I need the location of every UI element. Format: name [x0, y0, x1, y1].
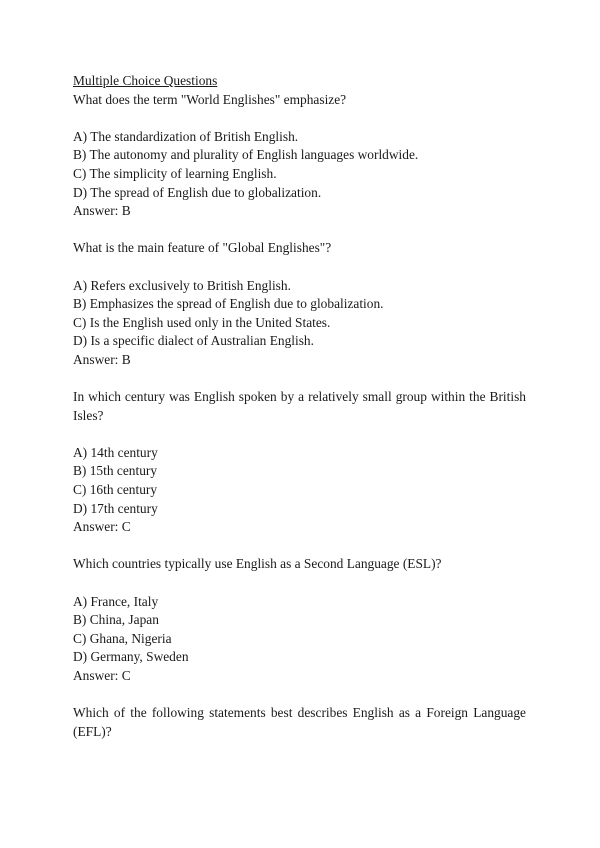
option-a: A) Refers exclusively to British English.: [73, 277, 291, 293]
question-text: What does the term "World Englishes" emphasize?: [73, 91, 347, 107]
answer: Answer: B: [73, 351, 131, 367]
question-text: In which century was English spoken by a relatively small group within the British Isles?: [73, 389, 526, 423]
option-d: D) Is a specific dialect of Australian English.: [73, 333, 314, 349]
answer: Answer: C: [73, 668, 131, 683]
answer: Answer: B: [73, 203, 131, 219]
option-b: B) China, Japan: [73, 612, 159, 628]
option-c: C) 16th century: [73, 482, 158, 498]
question-text: Which countries typically use English as a Second Language (ESL)?: [73, 556, 442, 572]
document-page: [73, 72, 526, 741]
option-d: D) The spread of English due to globalization.: [73, 184, 322, 200]
option-d: D) Germany, Sweden: [73, 649, 189, 665]
question-4: [73, 555, 526, 685]
answer: Answer: C: [73, 519, 131, 535]
option-c: C) The simplicity of learning English.: [73, 165, 277, 181]
option-b: B) The autonomy and plurality of English languages worldwide.: [73, 147, 419, 163]
option-b: B) Emphasizes the spread of English due to globalization.: [73, 296, 384, 312]
option-d: D) 17th century: [73, 500, 158, 516]
option-a: A) France, Italy: [73, 593, 159, 609]
option-c: C) Is the English used only in the United States.: [73, 314, 331, 330]
option-b: B) 15th century: [73, 463, 158, 479]
question-3: [73, 388, 526, 537]
option-a: A) The standardization of British English.: [73, 128, 299, 144]
question-2: [73, 239, 526, 369]
option-c: C) Ghana, Nigeria: [73, 630, 172, 646]
question-text: What is the main feature of "Global Englishes"?: [73, 240, 332, 256]
option-a: A) 14th century: [73, 444, 158, 460]
question-text: Which of the following statements best describes English as a Foreign Language (EFL)?: [73, 705, 526, 739]
question-1: [73, 91, 526, 221]
document-heading: Multiple Choice Questions: [73, 73, 218, 88]
question-5: [73, 704, 526, 741]
